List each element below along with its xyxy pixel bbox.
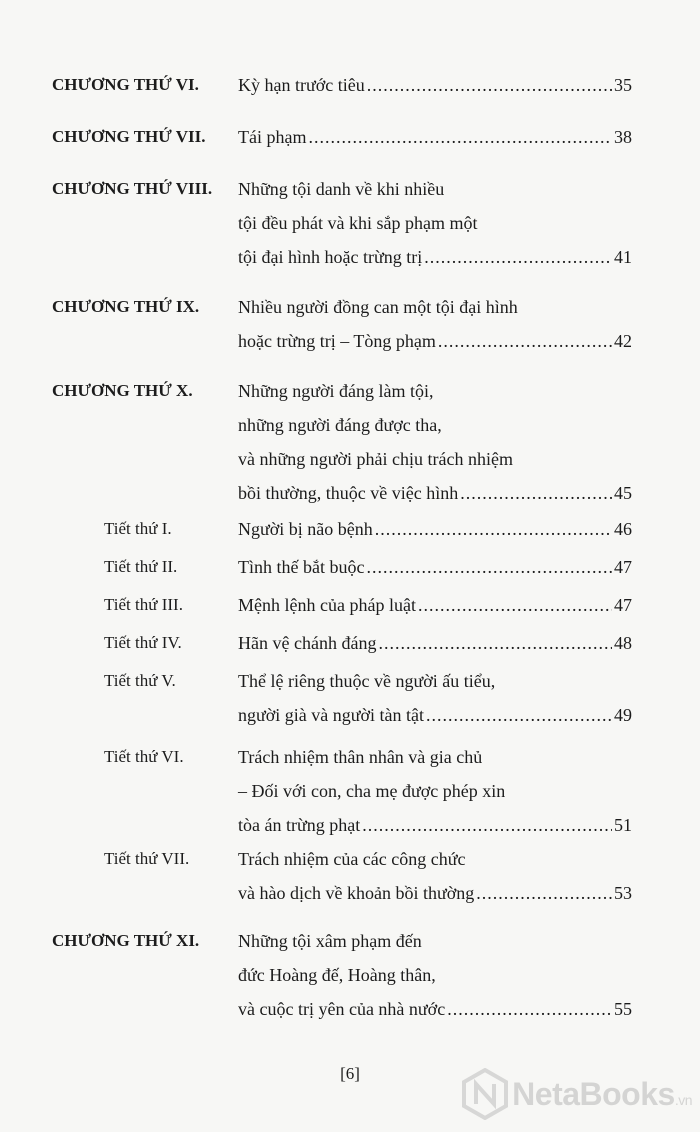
section-label: Tiết thứ VII.: [104, 849, 190, 868]
toc-line: [238, 876, 632, 910]
toc-title-text: và những người phải chịu trách nhiệm: [238, 449, 513, 469]
section-label: Tiết thứ II.: [104, 557, 178, 576]
toc-line: [238, 698, 632, 732]
toc-line: [238, 588, 632, 622]
dot-leader: [426, 698, 612, 732]
section-label: Tiết thứ I.: [104, 519, 172, 538]
toc-page-number: 45: [614, 483, 632, 503]
section-label: Tiết thứ V.: [104, 671, 176, 690]
toc-line: [238, 120, 632, 154]
toc-title-text: những người đáng được tha,: [238, 415, 442, 435]
toc-line: [238, 512, 632, 546]
toc-title-text: – Đối với con, cha mẹ được phép xin: [238, 781, 506, 801]
toc-title-text: Trách nhiệm thân nhân và gia chủ: [238, 747, 483, 767]
hexagon-n-logo-icon: [462, 1068, 508, 1120]
toc-title-text: Thể lệ riêng thuộc về người ấu tiểu,: [238, 671, 496, 691]
toc-title-text: tội đều phát và khi sắp phạm một: [238, 213, 478, 233]
toc-page-number: 49: [614, 705, 632, 725]
chapter-label: CHƯƠNG THỨ X.: [52, 381, 193, 400]
toc-line: [238, 924, 632, 958]
toc-page-number: 48: [614, 633, 632, 653]
section-label: Tiết thứ IV.: [104, 633, 182, 652]
toc-title-text: tội đại hình hoặc trừng trị: [238, 247, 423, 267]
dot-leader: [378, 626, 612, 660]
toc-line: [238, 374, 632, 408]
toc-title-text: Những tội xâm phạm đến: [238, 931, 422, 951]
toc-title-text: Những tội danh về khi nhiều: [238, 179, 445, 199]
chapter-label: CHƯƠNG THỨ VI.: [52, 75, 199, 94]
toc-title-text: Những người đáng làm tội,: [238, 381, 434, 401]
dot-leader: [438, 324, 612, 358]
toc-line: [238, 476, 632, 510]
toc-line: [238, 626, 632, 660]
dot-leader: [447, 992, 612, 1026]
chapter-label: CHƯƠNG THỨ VII.: [52, 127, 206, 146]
toc-line: [238, 172, 632, 206]
toc-line: [238, 664, 632, 698]
toc-line: [238, 774, 632, 808]
toc-line: [238, 958, 632, 992]
toc-page-number: 35: [614, 75, 632, 95]
section-label: Tiết thứ III.: [104, 595, 183, 614]
toc-line: [238, 290, 632, 324]
toc-title-text: Tái phạm: [238, 127, 307, 147]
toc-title-text: và cuộc trị yên của nhà nước: [238, 999, 446, 1019]
toc-title-text: Trách nhiệm của các công chức: [238, 849, 466, 869]
dot-leader: [367, 68, 612, 102]
toc-title-text: người già và người tàn tật: [238, 705, 425, 725]
toc-title-text: tòa án trừng phạt: [238, 815, 361, 835]
toc-line: [238, 68, 632, 102]
dot-leader: [460, 476, 612, 510]
toc-line: [238, 550, 632, 584]
chapter-label: CHƯƠNG THỨ VIII.: [52, 179, 213, 198]
toc-page-number: 38: [614, 127, 632, 147]
page-number: [6]: [340, 1064, 360, 1083]
chapter-label: CHƯƠNG THỨ XI.: [52, 931, 200, 950]
toc-title-text: hoặc trừng trị – Tòng phạm: [238, 331, 436, 351]
watermark-text: NetaBooks.vn: [512, 1075, 692, 1112]
toc-line: [238, 992, 632, 1026]
toc-line: [238, 808, 632, 842]
toc-line: [238, 206, 632, 240]
dot-leader: [424, 240, 612, 274]
toc-title-text: Người bị não bệnh: [238, 519, 373, 539]
toc-page-number: 55: [614, 999, 632, 1019]
toc-page-number: 41: [614, 247, 632, 267]
watermark-logo: [462, 1066, 692, 1122]
toc-title-text: Hãn vệ chánh đáng: [238, 633, 377, 653]
toc-title-text: Mệnh lệnh của pháp luật: [238, 595, 416, 615]
toc-page-number: 47: [614, 557, 632, 577]
toc-page-number: 42: [614, 331, 632, 351]
toc-title-text: bồi thường, thuộc về việc hình: [238, 483, 459, 503]
toc-line: [238, 842, 632, 876]
dot-leader: [375, 512, 612, 546]
toc-line: [238, 324, 632, 358]
section-label: Tiết thứ VI.: [104, 747, 184, 766]
toc-line: [238, 740, 632, 774]
toc-title-text: Nhiều người đồng can một tội đại hình: [238, 297, 518, 317]
dot-leader: [366, 550, 612, 584]
dot-leader: [418, 588, 612, 622]
dot-leader: [308, 120, 612, 154]
toc-page-number: 51: [614, 815, 632, 835]
toc-line: [238, 240, 632, 274]
dot-leader: [362, 808, 612, 842]
toc-line: [238, 408, 632, 442]
toc-title-text: Tình thế bắt buộc: [238, 557, 365, 577]
toc-line: [238, 442, 632, 476]
toc-page-number: 47: [614, 595, 632, 615]
chapter-label: CHƯƠNG THỨ IX.: [52, 297, 200, 316]
toc-title-text: và hào dịch về khoản bồi thường: [238, 883, 475, 903]
toc-page-number: 46: [614, 519, 632, 539]
dot-leader: [476, 876, 612, 910]
toc-page-number: 53: [614, 883, 632, 903]
toc-title-text: Kỳ hạn trước tiêu: [238, 75, 365, 95]
toc-title-text: đức Hoàng đế, Hoàng thân,: [238, 965, 436, 985]
